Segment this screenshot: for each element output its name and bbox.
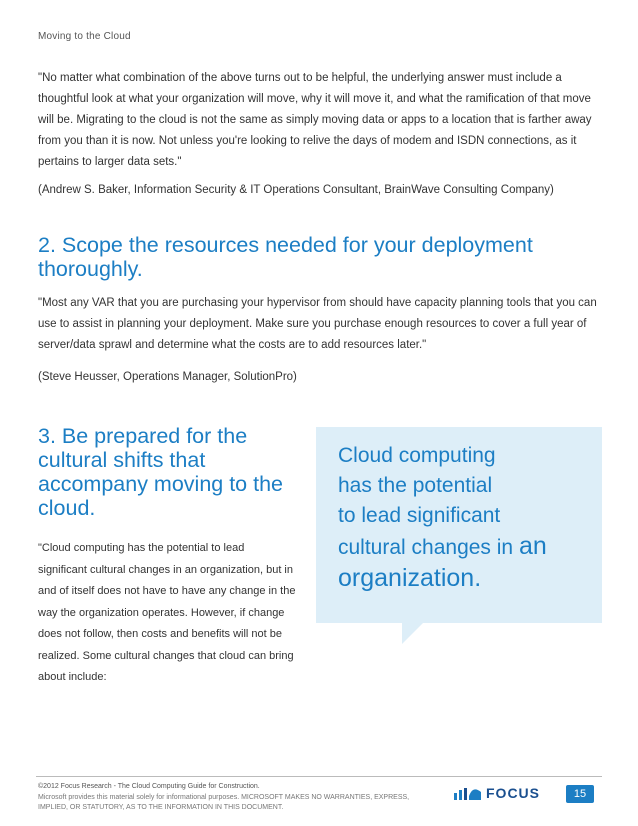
section1-attribution: (Andrew S. Baker, Information Security & IT Operations Consultant, BrainWave Consulting Company) (38, 184, 554, 196)
focus-wave-logo-icon (452, 784, 482, 802)
section2-heading: 2. Scope the resources needed for your deployment thoroughly. (38, 233, 533, 281)
pull-quote-line: to lead significant (338, 504, 501, 527)
pull-quote-line: has the potential (338, 474, 493, 497)
focus-logo (452, 783, 540, 803)
footer-disclaimer: Microsoft provides this material solely for informational purposes. MICROSOFT MAKES NO WARRANTIES, EXPRESS, IMPLIED, OR STATUTORY, AS TO THE INFORMATION IN THIS DOCUMENT. (38, 793, 410, 811)
pull-quote-text (338, 441, 598, 593)
footer-copyright: ©2012 Focus Research - The Cloud Computing Guide for Construction. (38, 783, 260, 790)
page-number: 15 (566, 785, 594, 803)
pull-quote-fragment: an (518, 532, 547, 560)
section2-attribution: (Steve Heusser, Operations Manager, SolutionPro) (38, 371, 297, 383)
pull-quote-fragment: cultural changes in (338, 536, 519, 559)
pull-quote-line: organization. (338, 564, 482, 592)
pull-quote-line (338, 531, 598, 563)
pull-quote-line: Cloud computing (338, 444, 496, 467)
section3-quote: "Cloud computing has the potential to lead significant cultural changes in an organization, but in and of itself does not have to have any change in the way the organization operates. However, if change does not follow, then costs and benefits will not be realized. Some cultural changes that cloud can bring about include: (38, 542, 296, 683)
pull-quote-tail (402, 622, 424, 644)
section1-quote: "No matter what combination of the above turns out to be helpful, the underlying answer must include a thoughtful look at what your organization will move, why it will move it, and what the ramification of that move will be. Migrating to the cloud is not the same as simply moving data or apps to a location that is farther away from you than it is now. Not unless you're looking to relive the days of modem and ISDN connections, as it pertains to larger data sets." (38, 72, 592, 168)
running-header: Moving to the Cloud (38, 31, 131, 42)
logo-wordmark: FOCUS (486, 785, 540, 801)
section3-heading: 3. Be prepared for the cultural shifts that accompany moving to the cloud. (38, 424, 283, 520)
footer-divider (36, 776, 602, 777)
footer-legal (38, 782, 438, 814)
section2-quote: "Most any VAR that you are purchasing your hypervisor from should have capacity planning tools that you can use to assist in planning your deployment. Make sure you purchase enough resources to cover a full year of server/data sprawl and determine what the costs are to add resources later." (38, 297, 597, 351)
